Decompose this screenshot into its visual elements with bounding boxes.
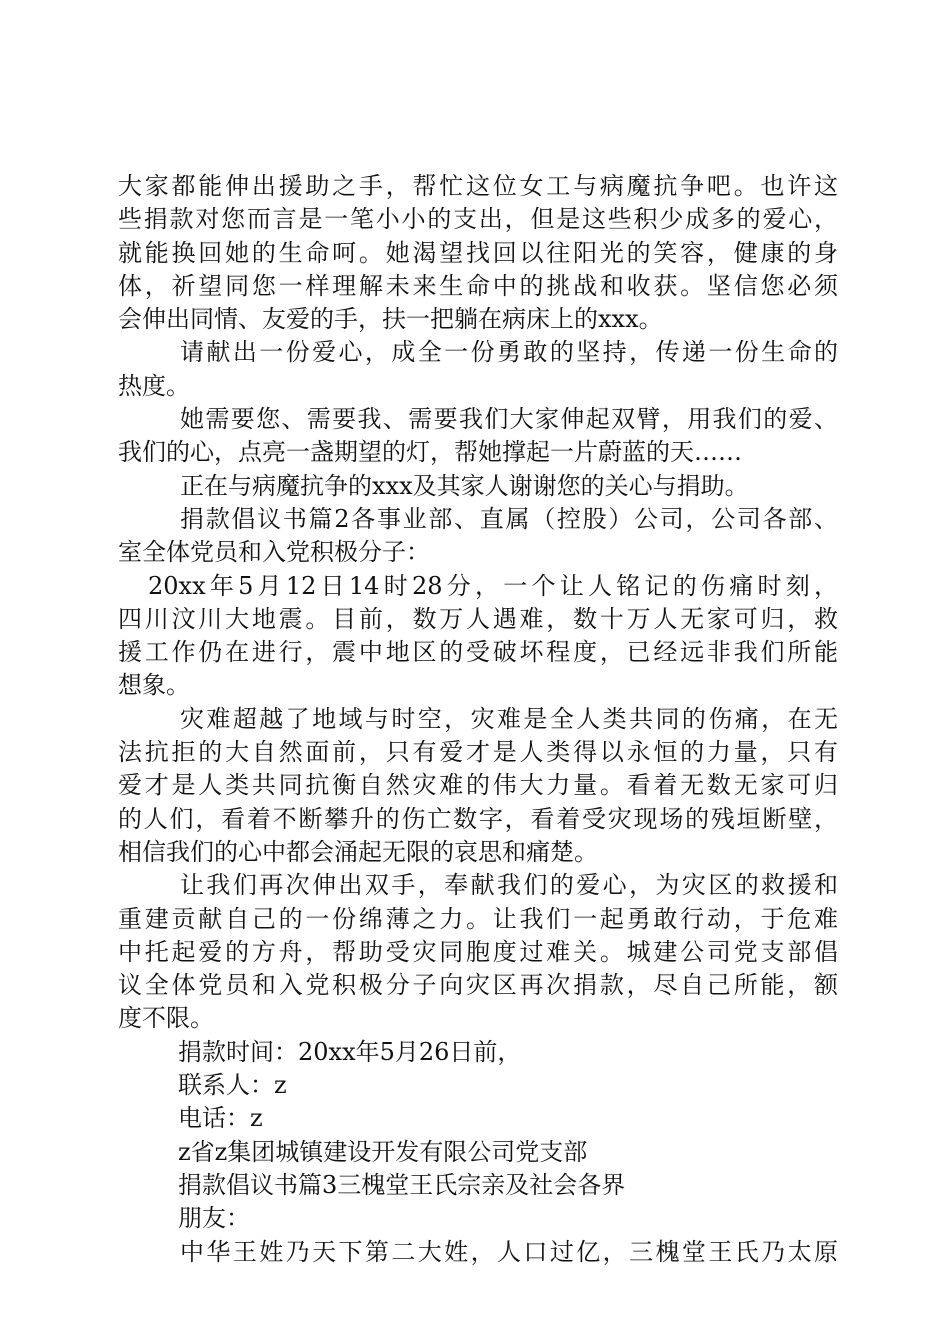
text-line: 议全体党员和入党积极分子向灾区再次捐款，尽自己所能，额 — [118, 971, 838, 1000]
text-line: 中华王姓乃天下第二大姓，人口过亿，三槐堂王氏乃太原 — [180, 1237, 838, 1266]
text-line: 中托起爱的方舟，帮助受灾同胞度过难关。城建公司党支部倡 — [118, 937, 838, 966]
text-line: 她需要您、需要我、需要我们大家伸起双臂，用我们的爱、 — [180, 405, 838, 434]
text-line: 法抗拒的大自然面前，只有爱才是人类得以永恒的力量，只有 — [118, 738, 838, 767]
text-line: 我们的心，点亮一盏期望的灯，帮她撑起一片蔚蓝的天…… — [118, 438, 742, 467]
text-line: 请献出一份爱心，成全一份勇敢的坚持，传递一份生命的 — [180, 338, 838, 367]
text-line: 爱才是人类共同抗衡自然灾难的伟大力量。看着无数无家可归 — [118, 771, 838, 800]
text-line: 室全体党员和入党积极分子： — [118, 538, 430, 567]
text-line: 想象。 — [118, 671, 190, 700]
text-line: 就能换回她的生命呵。她渴望找回以往阳光的笑容，健康的身 — [118, 238, 838, 267]
text-line: 热度。 — [118, 371, 190, 400]
text-line: 援工作仍在进行，震中地区的受破坏程度，已经远非我们所能 — [118, 638, 838, 667]
text-line: 会伸出同情、友爱的手，扶一把躺在病床上的xxx。 — [118, 305, 663, 334]
text-line: 四川汶川大地震。目前，数万人遇难，数十万人无家可归，救 — [118, 604, 838, 633]
text-line: 捐款倡议书篇3三槐堂王氏宗亲及社会各界 — [178, 1170, 626, 1199]
text-line: z省z集团城镇建设开发有限公司党支部 — [178, 1137, 588, 1166]
text-line: 灾难超越了地域与时空，灾难是全人类共同的伤痛，在无 — [180, 704, 838, 733]
text-line: 捐款倡议书篇2各事业部、直属（控股）公司，公司各部、 — [180, 504, 838, 533]
text-line: 相信我们的心中都会涌起无限的哀思和痛楚。 — [118, 837, 598, 866]
document-body — [118, 170, 838, 1269]
text-line: 度不限。 — [118, 1004, 214, 1033]
text-line: 重建贡献自己的一份绵薄之力。让我们一起勇敢行动，于危难 — [118, 904, 838, 933]
text-line: 捐款时间：20xx年5月26日前， — [178, 1037, 522, 1066]
text-line: 联系人：z — [178, 1071, 287, 1100]
text-line: 的人们，看着不断攀升的伤亡数字，看着受灾现场的残垣断壁， — [118, 804, 838, 833]
text-line: 让我们再次伸出双手，奉献我们的爱心，为灾区的救援和 — [180, 871, 838, 900]
text-line: 朋友： — [178, 1204, 250, 1233]
text-line: 体，祈望同您一样理解未来生命中的挑战和收获。坚信您必须 — [118, 271, 838, 300]
text-line: 电话：z — [178, 1104, 263, 1133]
text-line: 大家都能伸出援助之手，帮忙这位女工与病魔抗争吧。也许这 — [118, 172, 838, 200]
text-line: 20xx年5月12日14时28分，一个让人铭记的伤痛时刻， — [148, 571, 838, 600]
text-line: 些捐款对您而言是一笔小小的支出，但是这些积少成多的爱心， — [118, 205, 838, 234]
text-line: 正在与病魔抗争的xxx及其家人谢谢您的关心与捐助。 — [180, 471, 749, 500]
